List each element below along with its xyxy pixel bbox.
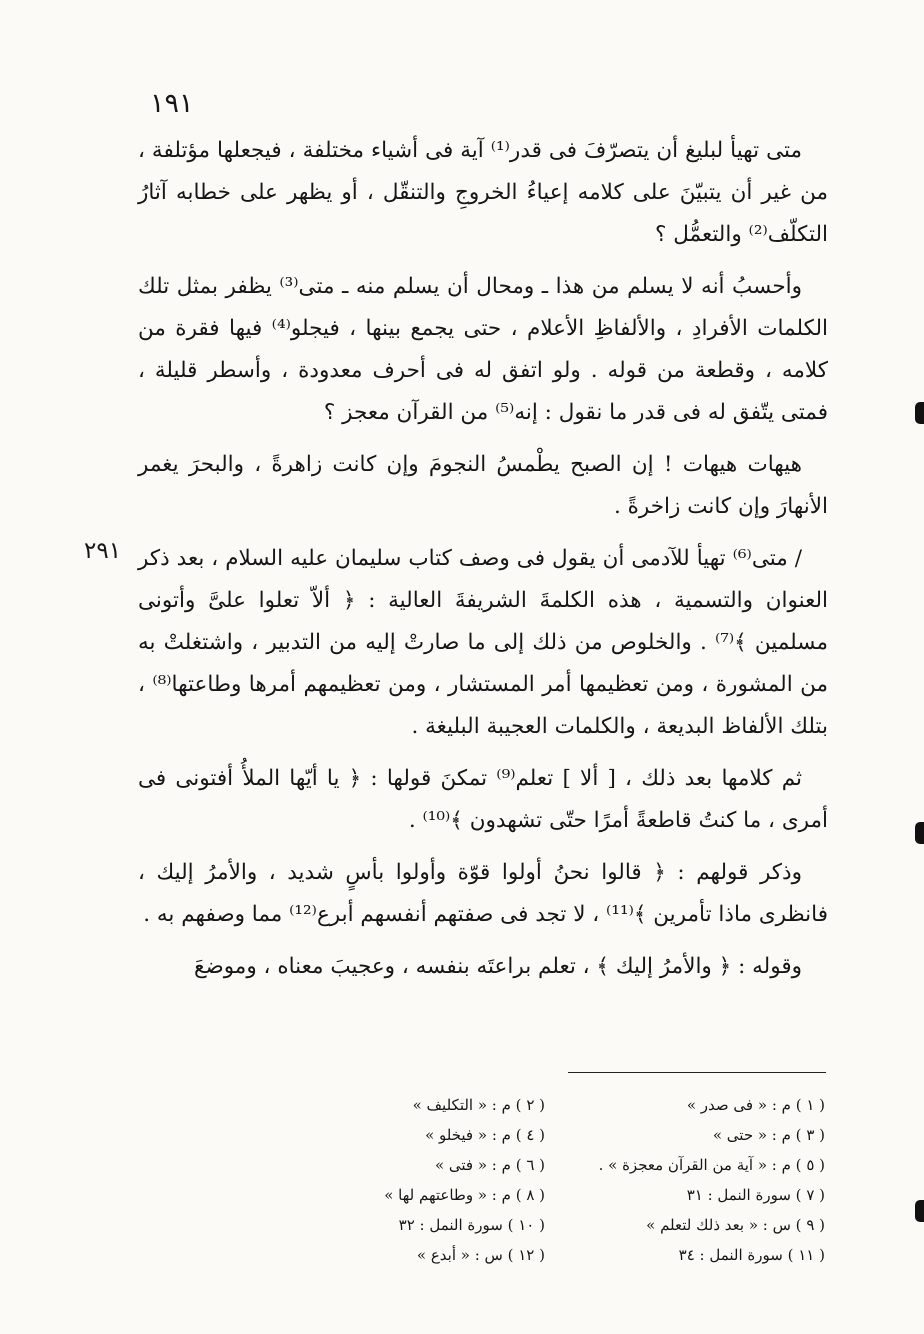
footnotes-right-column: [565, 1090, 825, 1270]
paragraph: / متى⁽⁶⁾ تهيأ للآدمى أن يقول فى وصف كتاب سليمان عليه السلام ، بعد ذكر العنوان والتسمية ، هذه الكلمةَ الشريفةَ العالية : ﴿ ألاّ تعلوا علىَّ وأتونى مسلمين ﴾⁽⁷⁾ . والخلوص من ذلك إلى ما صارتْ إليه من التدبير ، واشتغلتْ به من المشورة ، ومن تعظيمها أمر المستشار ، ومن تعظيمهم أمرها وطاعتها⁽⁸⁾ ، بتلك الألفاظ البديعة ، والكلمات العجيبة البليغة .: [138, 546, 828, 739]
paragraph: وذكر قولهم : ﴿ قالوا نحنُ أولوا قوّة وأولوا بأسٍ شديد ، والأمرُ إليك ، فانظرى ماذا تأمرين ﴾⁽¹¹⁾ ، لا تجد فى صفتهم أنفسهم أبرع⁽¹²⁾ مما وصفهم به .: [138, 860, 828, 927]
footnote: ( ٤ ) م : « فيخلو »: [425, 1126, 545, 1144]
paragraph: وأحسبُ أنه لا يسلم من هذا ـ ومحال أن يسلم منه ـ متى⁽³⁾ يظفر بمثل تلك الكلمات الأفرادِ ، والألفاظِ الأعلام ، حتى يجمع بينها ، فيجلو⁽⁴⁾ فيها فقرة من كلامه ، وقطعة من قوله . ولو اتفق له فى أحرف معدودة ، وأسطر قليلة ، فمتى يتّفق له فى قدر ما نقول : إنه⁽⁵⁾ من القرآن معجز ؟: [138, 274, 828, 425]
paragraph: هيهات هيهات ! إن الصبح يطْمسُ النجومَ وإن كانت زاهرةً ، والبحرَ يغمر الأنهارَ وإن كانت زاخرةً .: [138, 452, 828, 519]
footnote: ( ٩ ) س : « بعد ذلك لتعلم »: [646, 1216, 825, 1234]
footnote: ( ٧ ) سورة النمل : ٣١: [686, 1186, 825, 1204]
main-text: [138, 130, 828, 998]
paragraph: متى تهيأ لبليغ أن يتصرّفَ فى قدر⁽¹⁾ آية فى أشياء مختلفة ، فيجعلها مؤتلفة ، من غير أن يتبيّنَ على كلامه إعياءُ الخروجِ والتنقّل ، أو يظهر على خطابه آثارُ التكلّف⁽²⁾ والتعمُّل ؟: [138, 138, 828, 247]
footnote: ( ١٢ ) س : « أبدع »: [416, 1246, 545, 1264]
footnote: ( ١١ ) سورة النمل : ٣٤: [678, 1246, 825, 1264]
paragraph: وقوله : ﴿ والأمرُ إليك ﴾ ، تعلم براعتَه بنفسه ، وعجيبَ معناه ، وموضعَ: [194, 954, 802, 979]
footnote: ( ٨ ) م : « وطاعتهم لها »: [384, 1186, 545, 1204]
footnote: ( ٦ ) م : « فتى »: [434, 1156, 545, 1174]
paragraph: ثم كلامها بعد ذلك ، [ ألا ] تعلم⁽⁹⁾ تمكنَ قولها : ﴿ يا أيّها الملأُ أفتونى فى أمرى ، ما كنتُ قاطعةً أمرًا حتّى تشهدون ﴾⁽¹⁰⁾ .: [138, 766, 828, 833]
footnotes-left-column: [285, 1090, 545, 1270]
footnote-divider: [568, 1072, 826, 1073]
footnote: ( ٥ ) م : « آية من القرآن معجزة » .: [598, 1156, 825, 1174]
footnote: ( ٢ ) م : « التكليف »: [412, 1096, 545, 1114]
binding-mark: [915, 402, 924, 424]
footnote: ( ١ ) م : « فى صدر »: [686, 1096, 825, 1114]
footnote: ( ١٠ ) سورة النمل : ٣٢: [398, 1216, 545, 1234]
page-number: ١٩١: [150, 88, 194, 119]
binding-mark: [915, 822, 924, 844]
margin-page-number: ٢٩١: [84, 538, 122, 564]
footnote: ( ٣ ) م : « حتى »: [712, 1126, 825, 1144]
binding-mark: [915, 1200, 924, 1222]
